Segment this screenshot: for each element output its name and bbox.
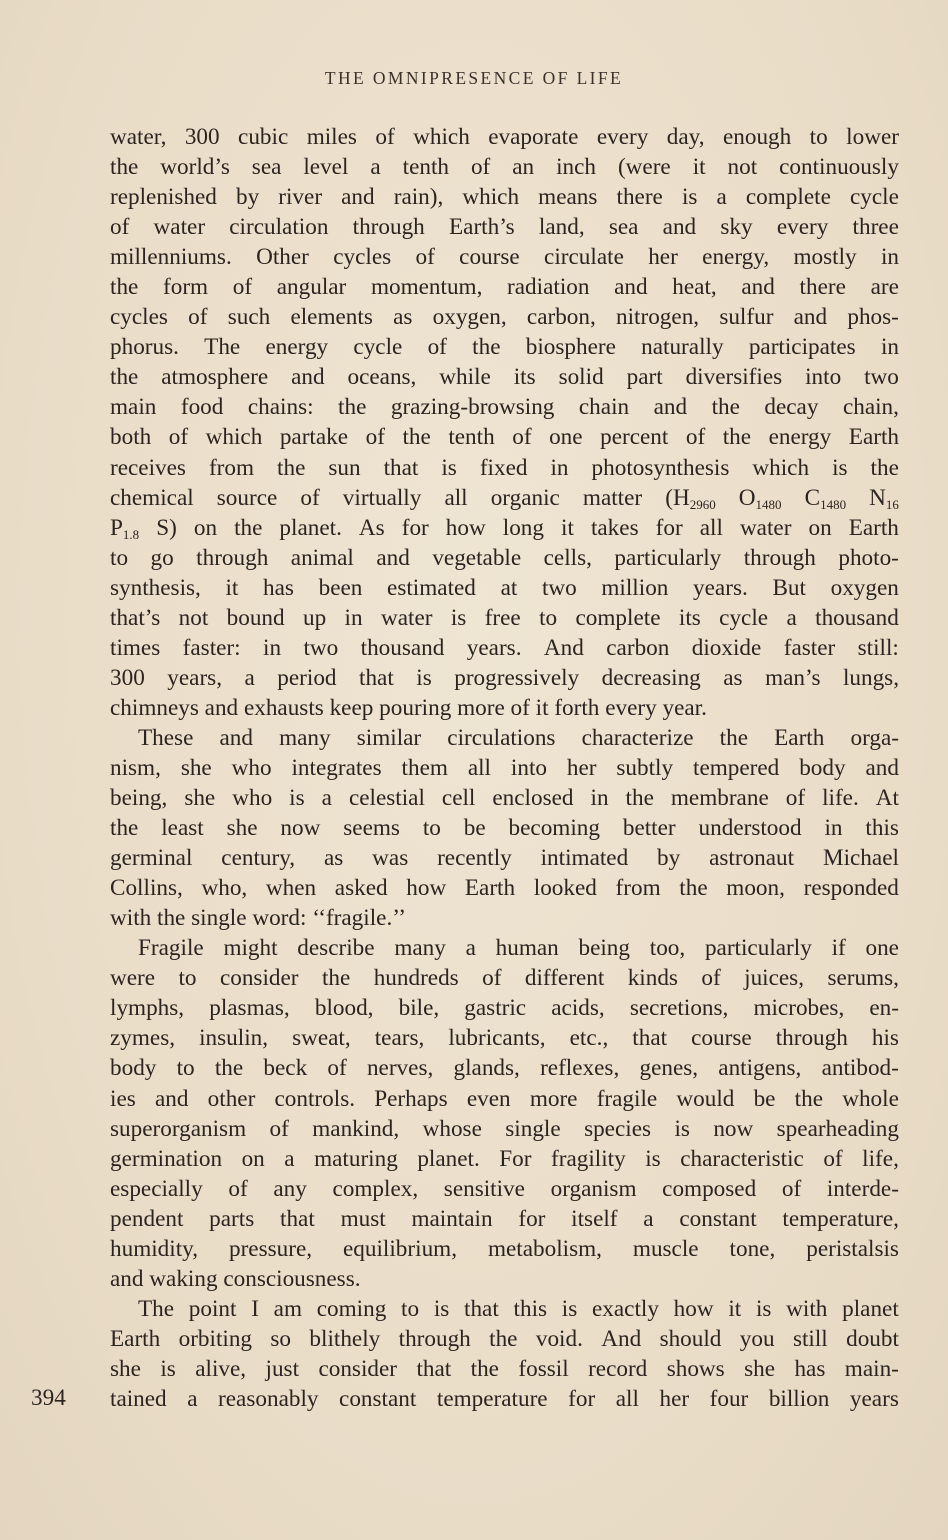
text-line: $P_{1.8}$ S) on the planet. As for how long it takes for all water on Earth xyxy=(110,514,899,542)
text-line: cycles of such elements as oxygen, carbon, nitrogen, sulfur and phos- xyxy=(110,304,899,331)
text-line: tained a reasonably constant temperature for all her four billion years xyxy=(110,1385,899,1412)
text-line: times faster: in two thousand years. And carbon dioxide faster still: xyxy=(110,634,899,661)
text-line: 300 years, a period that is progressively decreasing as man’s lungs, xyxy=(110,664,899,691)
text-line: ies and other controls. Perhaps even more fragile would be the whole xyxy=(110,1085,899,1112)
text-line: pendent parts that must maintain for itself a constant temperature, xyxy=(110,1205,899,1232)
text-line: germinal century, as was recently intimated by astronaut Michael xyxy=(110,845,899,872)
text-line: and waking consciousness. xyxy=(110,1265,361,1292)
text-line: phorus. The energy cycle of the biosphere naturally participates in xyxy=(110,334,899,361)
text-line: synthesis, it has been estimated at two million years. But oxygen xyxy=(110,574,899,601)
text-line: chemical source of virtually all organic matter ($H_{2960}$ $O_{1480}$ $C_{1480}$ $N_{16}$ xyxy=(110,484,899,512)
text-line: germination on a maturing planet. For fragility is characteristic of life, xyxy=(110,1145,899,1172)
text-line: replenished by river and rain), which means there is a complete cycle xyxy=(110,184,899,211)
text-line: the atmosphere and oceans, while its solid part diversifies into two xyxy=(110,364,899,391)
text-line: of water circulation through Earth’s land, sea and sky every three xyxy=(110,214,899,241)
text-line: These and many similar circulations characterize the Earth orga- xyxy=(138,724,899,751)
text-line: being, she who is a celestial cell enclosed in the membrane of life. At xyxy=(110,785,899,812)
text-line: The point I am coming to is that this is exactly how it is with planet xyxy=(138,1295,899,1322)
text-line: Fragile might describe many a human being too, particularly if one xyxy=(138,935,899,962)
text-line: receives from the sun that is fixed in photosynthesis which is the xyxy=(110,454,899,481)
text-line: body to the beck of nerves, glands, reflexes, genes, antigens, antibod- xyxy=(110,1055,899,1082)
text-line: humidity, pressure, equilibrium, metabolism, muscle tone, peristalsis xyxy=(110,1235,899,1262)
text-line: to go through animal and vegetable cells, particularly through photo- xyxy=(110,544,899,571)
text-line: main food chains: the grazing-browsing chain and the decay chain, xyxy=(110,394,899,421)
text-line: both of which partake of the tenth of one percent of the energy Earth xyxy=(110,424,899,451)
text-line: were to consider the hundreds of different kinds of juices, serums, xyxy=(110,965,899,992)
text-line: especially of any complex, sensitive organism composed of interde- xyxy=(110,1175,899,1202)
page-number: 394 xyxy=(31,1385,66,1411)
text-line: with the single word: ‘‘fragile.’’ xyxy=(110,905,406,932)
text-line: the form of angular momentum, radiation and heat, and there are xyxy=(110,274,899,301)
text-line: she is alive, just consider that the fossil record shows she has main- xyxy=(110,1355,899,1382)
text-line: the least she now seems to be becoming better understood in this xyxy=(110,815,899,842)
body-text xyxy=(110,122,899,1414)
text-line: Earth orbiting so blithely through the void. And should you still doubt xyxy=(110,1325,899,1352)
text-line: Collins, who, when asked how Earth looked from the moon, responded xyxy=(110,875,899,902)
text-line: millenniums. Other cycles of course circulate her energy, mostly in xyxy=(110,244,899,271)
text-line: the world’s sea level a tenth of an inch (were it not continuously xyxy=(110,154,899,181)
text-line: zymes, insulin, sweat, tears, lubricants, etc., that course through his xyxy=(110,1025,899,1052)
text-line: chimneys and exhausts keep pouring more of it forth every year. xyxy=(110,694,707,721)
text-line: lymphs, plasmas, blood, bile, gastric acids, secretions, microbes, en- xyxy=(110,995,899,1022)
text-line: water, 300 cubic miles of which evaporate every day, enough to lower xyxy=(110,124,899,150)
text-line: superorganism of mankind, whose single species is now spearheading xyxy=(110,1115,899,1142)
text-line: that’s not bound up in water is free to complete its cycle a thousand xyxy=(110,604,899,631)
text-line: nism, she who integrates them all into her subtly tempered body and xyxy=(110,754,899,781)
running-head: THE OMNIPRESENCE OF LIFE xyxy=(324,68,624,88)
